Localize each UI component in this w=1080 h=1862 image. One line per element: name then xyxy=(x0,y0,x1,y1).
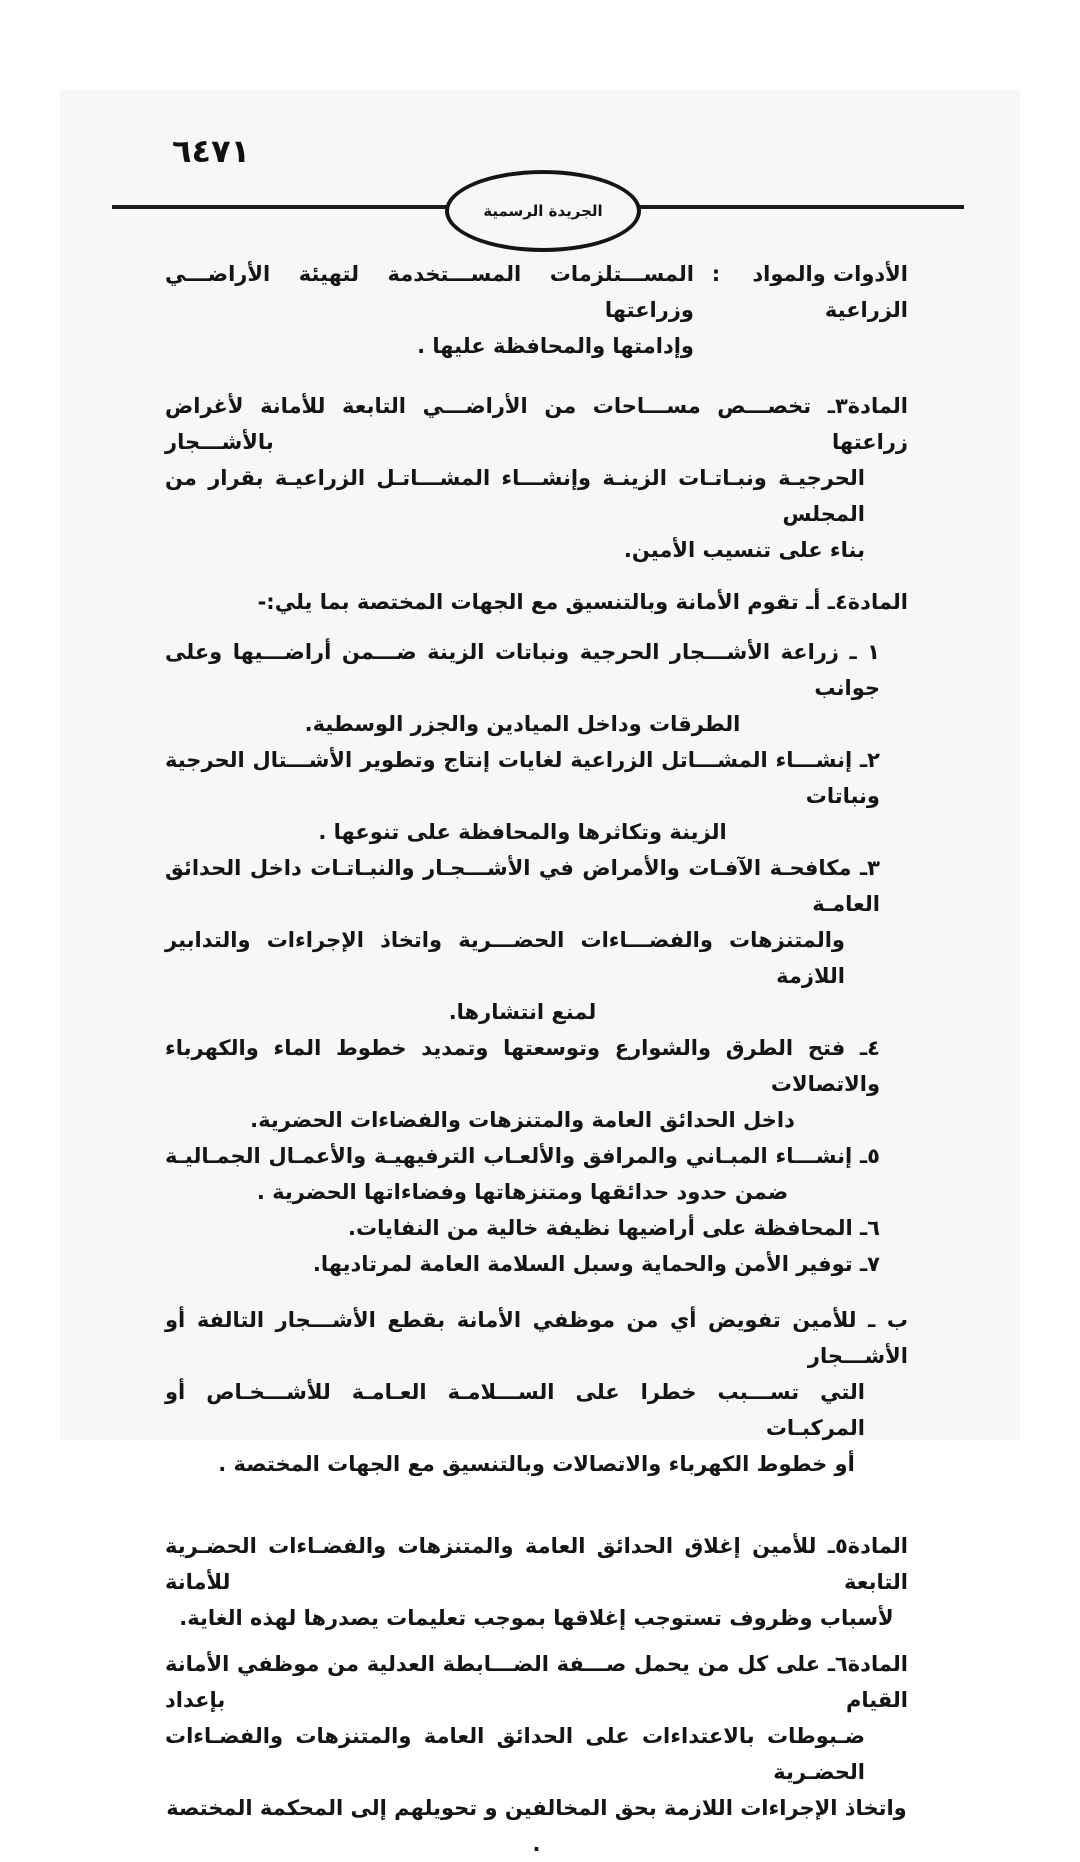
gazette-seal xyxy=(445,170,641,252)
list-item-2-line1: ٢ـ إنشـــاء المشـــاتل الزراعية لغايات إنتاج وتطوير الأشـــتال الحرجية ونباتات xyxy=(165,748,880,808)
definition-separator: : xyxy=(711,262,721,286)
article-5-paragraph xyxy=(165,1528,908,1636)
article-3-line3: بناء على تنسيب الأمين. xyxy=(623,538,865,562)
article-5-line1: المادة٥ـ للأمين إغلاق الحدائق العامة والمتنزهات والفضـاءات الحضـرية التابعة للأمانة xyxy=(165,1534,908,1594)
list-item-4-line1: ٤ـ فتح الطرق والشوارع وتوسعتها وتمديد خطوط الماء والكهرباء والاتصالات xyxy=(165,1036,880,1096)
gazette-seal-label: الجريدة الرسمية xyxy=(483,202,603,220)
list-item-5-line2: ضمن حدود حدائقها ومتنزهاتها وفضاءاتها الحضرية . xyxy=(256,1180,789,1204)
article-4-clause-b xyxy=(165,1302,908,1482)
definition-row xyxy=(165,256,908,364)
clause-b-line1: ب ـ للأمين تفويض أي من موظفي الأمانة بقطع الأشـــجار التالفة أو الأشـــجار xyxy=(165,1308,908,1368)
list-item-1 xyxy=(165,634,880,742)
list-item-1-line2: الطرقات وداخل الميادين والجزر الوسطية. xyxy=(304,712,741,736)
list-item-3-line1: ٣ـ مكافحـة الآفـات والأمراض في الأشـــجـار والنبـاتـات داخل الحدائق العامـة xyxy=(165,856,880,916)
article-3-line2: الحرجيـة ونبـاتـات الزينـة وإنشـــاء المشـــاتـل الزراعيـة بقرار من المجلس xyxy=(165,466,865,526)
article-6-line3: واتخاذ الإجراءات اللازمة بحق المخالفين و تحويلهم إلى المحكمة المختصة . xyxy=(166,1796,907,1856)
definition-term-line2: الزراعية xyxy=(824,298,908,322)
list-item-2-line2: الزينة وتكاثرها والمحافظة على تنوعها . xyxy=(318,820,727,844)
definition-term-line1: الأدوات والمواد xyxy=(752,262,908,286)
list-item-4 xyxy=(165,1030,880,1138)
list-item-1-line1: ١ ـ زراعة الأشـــجار الحرجية ونباتات الزينة ضـــمن أراضـــيها وعلى جوانب xyxy=(165,640,880,700)
definition-description xyxy=(165,256,694,364)
document-body xyxy=(60,256,1020,1862)
list-item-5 xyxy=(165,1138,880,1210)
list-item-2 xyxy=(165,742,880,850)
clause-b-line2: التي تســـبب خطرا على الســـلامـة العـامـة للأشـــخـاص أو المركبـات xyxy=(165,1380,865,1440)
list-item-3-line2: والمتنزهات والفضـــاءات الحضـــرية واتخاذ الإجراءات والتدابير اللازمة xyxy=(165,928,845,988)
article-6-paragraph xyxy=(165,1646,908,1862)
list-item-4-line2: داخل الحدائق العامة والمتنزهات والفضاءات الحضرية. xyxy=(250,1108,795,1132)
definition-term xyxy=(738,256,908,364)
list-item-7 xyxy=(165,1246,880,1282)
article-3-paragraph xyxy=(165,388,908,568)
article-4-intro-line: المادة٤ـ أـ تقوم الأمانة وبالتنسيق مع الجهات المختصة بما يلي:- xyxy=(257,590,908,614)
list-item-7-line1: ٧ـ توفير الأمن والحماية وسبل السلامة العامة لمرتاديها. xyxy=(312,1252,880,1276)
list-item-6 xyxy=(165,1210,880,1246)
article-6-line2: ضـبوطات بالاعتداءات على الحدائق العامة والمتنزهات والفضـاءات الحضـرية xyxy=(165,1724,865,1784)
article-4-intro xyxy=(165,584,908,620)
list-item-6-line1: ٦ـ المحافظة على أراضيها نظيفة خالية من النفايات. xyxy=(348,1216,880,1240)
article-6-line1: المادة٦ـ على كل من يحمل صـــفة الضـــابطة العدلية من موظفي الأمانة القيام بإعداد xyxy=(165,1652,908,1712)
article-4-list xyxy=(165,634,908,1282)
definition-description-line1: المســـتلزمات المســـتخدمة لتهيئة الأراضـــي وزراعتها xyxy=(165,262,694,322)
article-5-line2: لأسباب وظروف تستوجب إغلاقها بموجب تعليمات يصدرها لهذه الغاية. xyxy=(179,1606,894,1630)
article-3-line1: المادة٣ـ تخصـــص مســـاحات من الأراضـــي التابعة للأمانة لأغراض زراعتها بالأشـــجار xyxy=(165,394,908,454)
gazette-page xyxy=(60,90,1020,1856)
clause-b-line3: أو خطوط الكهرباء والاتصالات وبالتنسيق مع الجهات المختصة . xyxy=(218,1452,855,1476)
list-item-5-line1: ٥ـ إنشـــاء المبـاني والمرافق والألعـاب الترفيهيـة والأعمـال الجمـاليـة xyxy=(165,1144,880,1168)
page-number: ٦٤٧١ xyxy=(172,132,251,170)
list-item-3 xyxy=(165,850,880,1030)
definition-description-line2: وإدامتها والمحافظة عليها . xyxy=(417,334,694,358)
list-item-3-line3: لمنع انتشارها. xyxy=(448,1000,597,1024)
